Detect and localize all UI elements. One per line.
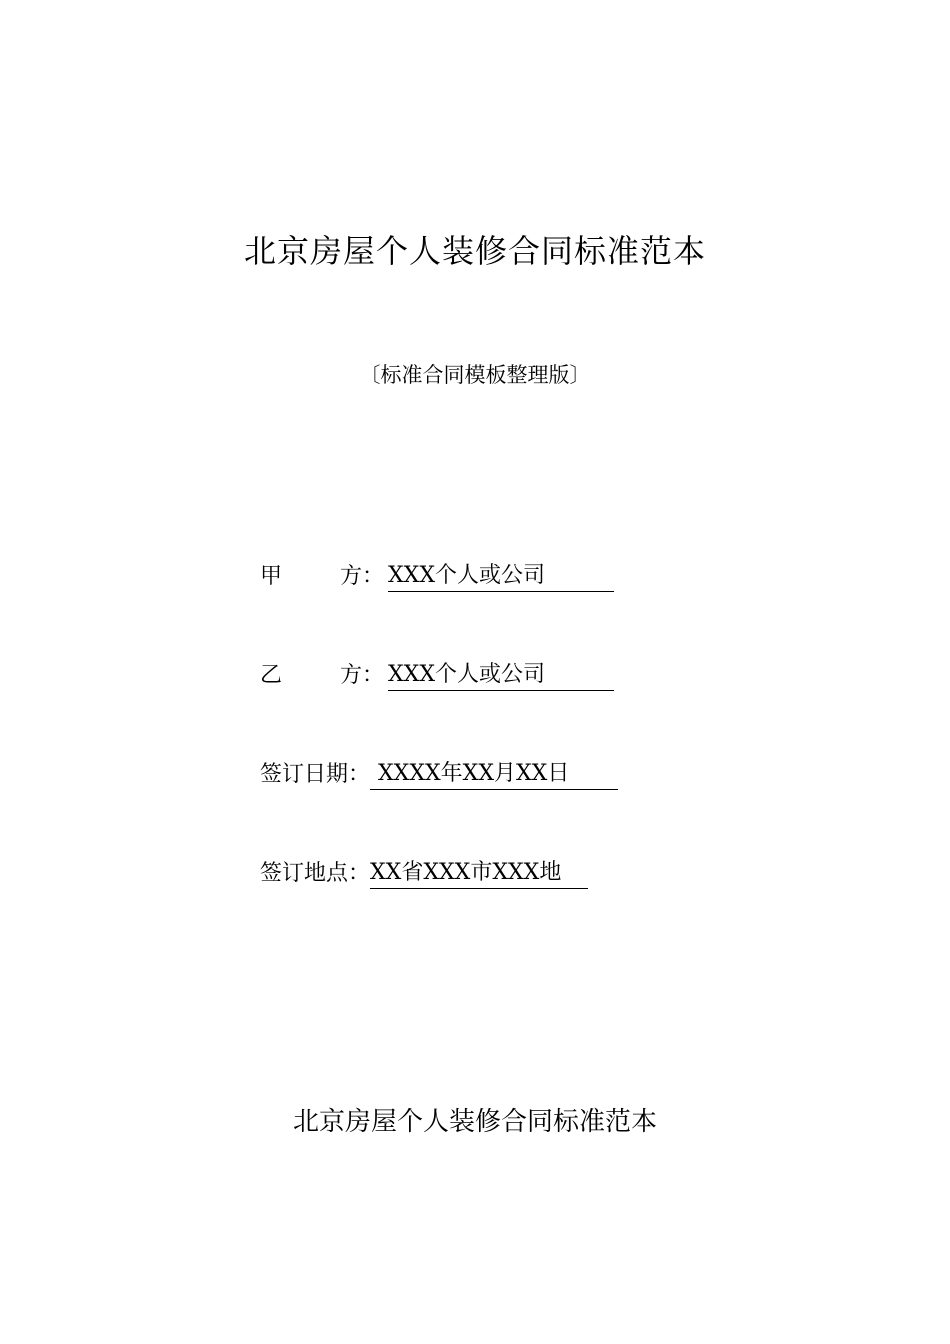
document-title: 北京房屋个人装修合同标准范本 [243, 232, 706, 270]
party-b-value: XXX个人或公司 [388, 660, 614, 691]
document-subtitle: 〔标准合同模板整理版〕 [359, 363, 591, 387]
party-a-label-char2: 方： [340, 564, 385, 589]
sign-date-label: 签订日期： [260, 762, 371, 787]
party-a-field [260, 561, 614, 593]
footer-title: 北京房屋个人装修合同标准范本 [292, 1107, 657, 1137]
party-b-label-char1: 乙 [260, 663, 283, 688]
party-b-label-char2: 方： [340, 663, 385, 688]
party-a-label-char1: 甲 [260, 564, 283, 589]
sign-place-value: XX省XXX市XXX地 [370, 858, 588, 889]
sign-place-field [260, 858, 588, 890]
party-a-label [260, 561, 388, 593]
sign-place-label: 签订地点： [260, 861, 371, 886]
sign-date-value: XXXX年XX月XX日 [370, 759, 618, 790]
sign-date-field [260, 759, 618, 791]
party-a-value: XXX个人或公司 [388, 561, 614, 592]
party-b-label [260, 660, 388, 692]
party-b-field [260, 660, 614, 692]
